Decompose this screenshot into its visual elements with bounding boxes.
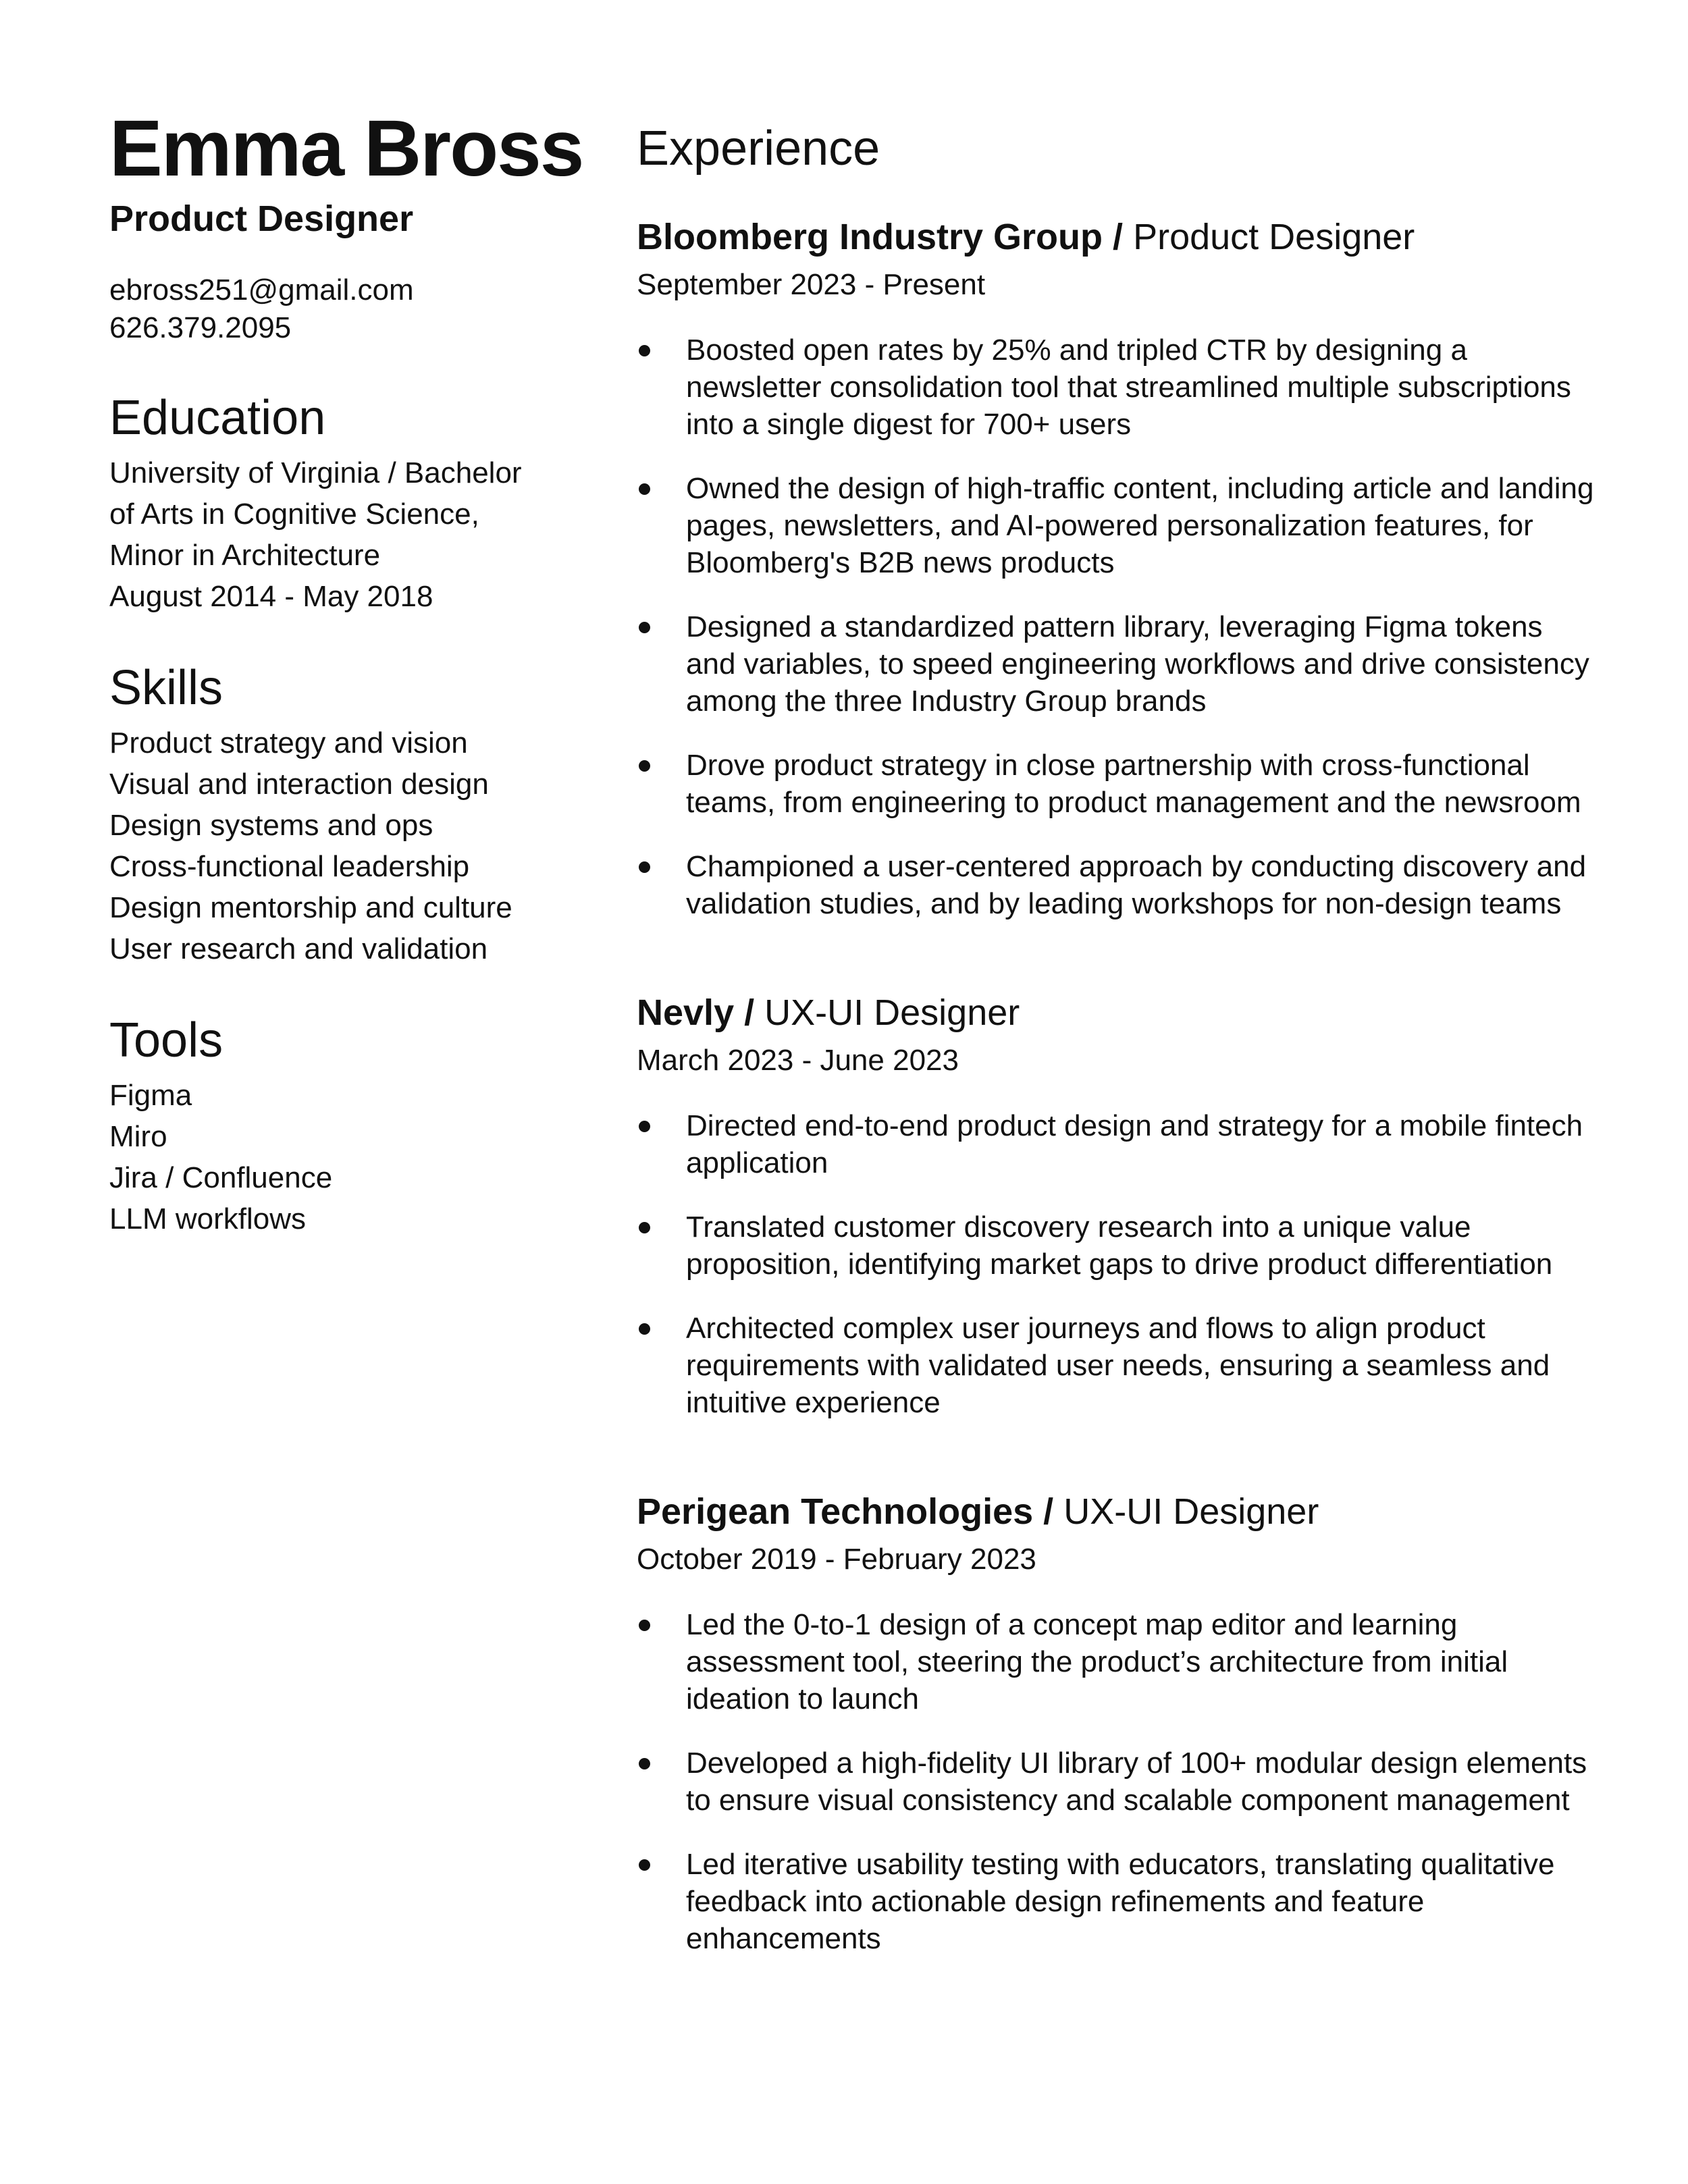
job-dates: October 2019 - February 2023	[637, 1543, 1036, 1576]
job-separator: /	[1043, 1491, 1054, 1532]
job-bullets	[637, 1107, 1595, 1421]
bullet-text: Championed a user-centered approach by conducting discovery and validation studies, and by leading workshops for non-design teams	[686, 850, 1587, 920]
job-company: Bloomberg Industry Group	[637, 217, 1103, 257]
bullet-icon	[639, 1222, 650, 1233]
skill-item: Visual and interaction design	[109, 768, 489, 801]
experience-column	[637, 118, 1595, 1957]
skill-item: Design mentorship and culture	[109, 891, 512, 924]
education-dates: August 2014 - May 2018	[109, 580, 433, 613]
bullet-text: Developed a high-fidelity UI library of 100+ modular design elements to ensure visual consistency and scalable component management	[686, 1747, 1587, 1817]
skill-item: Product strategy and vision	[109, 726, 468, 760]
job-company: Nevly	[637, 992, 735, 1033]
bullet-icon	[639, 622, 650, 633]
bullet-text: Architected complex user journeys and flows to align product requirements with validated user needs, ensuring a seamless and intuitive experience	[686, 1312, 1550, 1419]
candidate-name: Emma Bross	[109, 104, 583, 193]
bullet-text: Led the 0-to-1 design of a concept map editor and learning assessment tool, steering the product’s architecture from initial ideation to launch	[686, 1608, 1508, 1715]
experience-heading: Experience	[637, 122, 880, 176]
education-line: University of Virginia / Bachelor	[109, 456, 522, 489]
job-bullets	[637, 1606, 1595, 1957]
bullet-text: Designed a standardized pattern library, leveraging Figma tokens and variables, to speed engineering workflows and drive consistency among the three Industry Group brands	[686, 610, 1589, 718]
job-header	[637, 990, 1595, 1036]
job-role: UX-UI Designer	[1063, 1491, 1319, 1532]
bullet-item	[637, 470, 1595, 581]
bullet-text: Directed end-to-end product design and strategy for a mobile fintech application	[686, 1109, 1583, 1179]
bullet-text: Translated customer discovery research into a unique value proposition, identifying market gaps to drive product differentiation	[686, 1210, 1553, 1281]
bullet-item	[637, 1310, 1595, 1421]
job-role: Product Designer	[1133, 217, 1415, 257]
bullet-icon	[639, 1859, 650, 1871]
phone-text: 626.379.2095	[109, 311, 292, 344]
contact-info	[109, 271, 569, 347]
bullet-item	[637, 608, 1595, 720]
bullet-text: Drove product strategy in close partnership with cross-functional teams, from engineering to product management and the newsroom	[686, 749, 1581, 819]
bullet-icon	[639, 1620, 650, 1631]
education-line: Minor in Architecture	[109, 539, 381, 572]
job-entry	[637, 214, 1595, 922]
job-dates: September 2023 - Present	[637, 268, 986, 301]
bullet-text: Boosted open rates by 25% and tripled CTR by designing a newsletter consolidation tool that streamlined multiple subscriptions into a single digest for 700+ users	[686, 334, 1571, 441]
bullet-icon	[639, 345, 650, 356]
bullet-item	[637, 747, 1595, 821]
bullet-item	[637, 331, 1595, 443]
job-role: UX-UI Designer	[764, 992, 1020, 1033]
job-separator: /	[1113, 217, 1124, 257]
bullet-item	[637, 1107, 1595, 1181]
bullet-text: Owned the design of high-traffic content, including article and landing pages, newsletters, and AI-powered personalization features, for Bloomberg's B2B news products	[686, 472, 1594, 579]
skills-section	[109, 658, 569, 969]
job-header	[637, 1489, 1595, 1535]
education-section	[109, 388, 569, 617]
candidate-title: Product Designer	[109, 198, 414, 239]
job-header	[637, 214, 1595, 260]
email-text: ebross251@gmail.com	[109, 273, 414, 307]
bullet-item	[637, 1208, 1595, 1283]
education-heading: Education	[109, 391, 326, 445]
tools-section	[109, 1010, 569, 1240]
tool-item: Miro	[109, 1120, 167, 1153]
job-entry	[637, 990, 1595, 1421]
job-company: Perigean Technologies	[637, 1491, 1034, 1532]
bullet-item	[637, 848, 1595, 922]
bullet-item	[637, 1606, 1595, 1717]
tools-heading: Tools	[109, 1013, 223, 1067]
left-column	[109, 101, 583, 1240]
tool-item: LLM workflows	[109, 1202, 306, 1235]
skills-heading: Skills	[109, 661, 223, 715]
education-line: of Arts in Cognitive Science,	[109, 498, 479, 531]
bullet-icon	[639, 1758, 650, 1769]
skill-item: Cross-functional leadership	[109, 850, 470, 883]
bullet-icon	[639, 1121, 650, 1132]
tool-item: Jira / Confluence	[109, 1161, 333, 1194]
skill-item: User research and validation	[109, 932, 488, 965]
bullet-icon	[639, 861, 650, 873]
tool-item: Figma	[109, 1079, 192, 1112]
bullet-icon	[639, 1323, 650, 1335]
bullet-item	[637, 1846, 1595, 1957]
skill-item: Design systems and ops	[109, 809, 433, 842]
bullet-icon	[639, 760, 650, 772]
job-bullets	[637, 331, 1595, 922]
bullet-text: Led iterative usability testing with educators, translating qualitative feedback into actionable design refinements and feature enhancements	[686, 1848, 1555, 1955]
bullet-icon	[639, 483, 650, 495]
bullet-item	[637, 1744, 1595, 1819]
job-dates: March 2023 - June 2023	[637, 1044, 959, 1077]
job-entry	[637, 1489, 1595, 1957]
job-separator: /	[744, 992, 755, 1033]
